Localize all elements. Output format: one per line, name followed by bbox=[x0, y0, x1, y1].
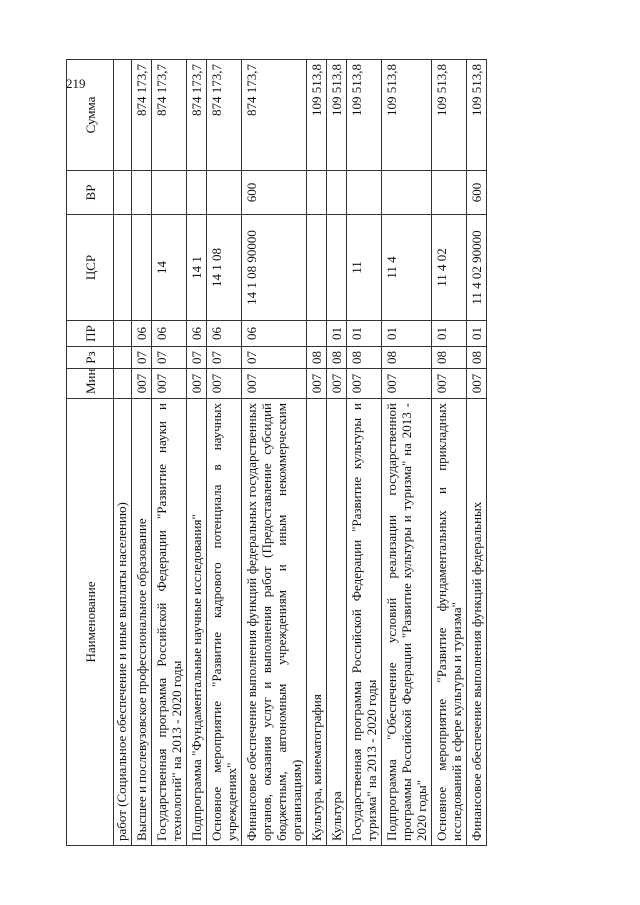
cell-min: 007 bbox=[307, 369, 327, 399]
cell-min: 007 bbox=[347, 369, 382, 399]
table-row bbox=[327, 60, 347, 846]
cell-vr bbox=[382, 171, 432, 215]
cell-name: Основное мероприятие "Развитие кадрового потенциала в научных учреждениях" bbox=[207, 399, 242, 846]
cell-rz: 08 bbox=[467, 347, 487, 369]
cell-name: Государственная программа Российской Федерации "Развитие науки и технологий" на 2013 - 2020 годы bbox=[152, 399, 187, 846]
cell-min bbox=[114, 369, 132, 399]
cell-csr bbox=[327, 215, 347, 321]
cell-csr: 11 4 02 bbox=[432, 215, 467, 321]
table-row bbox=[382, 60, 432, 846]
cell-min: 007 bbox=[242, 369, 307, 399]
cell-rz: 07 bbox=[187, 347, 207, 369]
cell-name: работ (Социальное обеспечение и иные выплаты населению) bbox=[114, 399, 132, 846]
cell-rz: 08 bbox=[307, 347, 327, 369]
cell-csr bbox=[114, 215, 132, 321]
cell-rz: 08 bbox=[432, 347, 467, 369]
cell-rz bbox=[114, 347, 132, 369]
cell-csr: 11 4 02 90000 bbox=[467, 215, 487, 321]
table-header-row bbox=[67, 60, 114, 846]
cell-min: 007 bbox=[327, 369, 347, 399]
table-row bbox=[242, 60, 307, 846]
cell-sum: 874 173,7 bbox=[187, 60, 207, 171]
cell-csr: 14 1 bbox=[187, 215, 207, 321]
cell-rz: 08 bbox=[347, 347, 382, 369]
header-csr: ЦСР bbox=[67, 215, 114, 321]
header-min: Мин bbox=[67, 369, 114, 399]
cell-name: Основное мероприятие "Развитие фундаментальных и прикладных исследований в сфере культуры и туризма" bbox=[432, 399, 467, 846]
cell-rz: 08 bbox=[327, 347, 347, 369]
cell-min: 007 bbox=[432, 369, 467, 399]
cell-rz: 07 bbox=[132, 347, 152, 369]
cell-vr bbox=[114, 171, 132, 215]
cell-sum: 874 173,7 bbox=[152, 60, 187, 171]
cell-pr: 06 bbox=[152, 321, 187, 347]
cell-sum: 109 513,8 bbox=[347, 60, 382, 171]
cell-sum: 109 513,8 bbox=[307, 60, 327, 171]
cell-vr bbox=[347, 171, 382, 215]
cell-pr: 06 bbox=[187, 321, 207, 347]
cell-csr: 11 4 bbox=[382, 215, 432, 321]
cell-pr: 06 bbox=[207, 321, 242, 347]
cell-pr: 01 bbox=[327, 321, 347, 347]
cell-pr bbox=[307, 321, 327, 347]
cell-pr: 01 bbox=[347, 321, 382, 347]
cell-pr: 06 bbox=[132, 321, 152, 347]
cell-vr bbox=[132, 171, 152, 215]
cell-sum bbox=[114, 60, 132, 171]
table-row bbox=[467, 60, 487, 846]
cell-csr bbox=[132, 215, 152, 321]
table-row bbox=[114, 60, 132, 846]
cell-min: 007 bbox=[207, 369, 242, 399]
cell-sum: 109 513,8 bbox=[382, 60, 432, 171]
cell-csr: 14 bbox=[152, 215, 187, 321]
table-row bbox=[307, 60, 327, 846]
cell-vr bbox=[152, 171, 187, 215]
cell-name: Государственная программа Российской Федерации "Развитие культуры и туризма" на 2013 - 2020 годы bbox=[347, 399, 382, 846]
cell-csr: 14 1 08 bbox=[207, 215, 242, 321]
table-row bbox=[432, 60, 467, 846]
cell-name: Финансовое обеспечение выполнения функций федеральных государственных органов, оказания услуг и выполнения работ (Предоставление субсидий бюджетным, автономным учреждениям и иным некоммерческим организациям) bbox=[242, 399, 307, 846]
header-pr: ПР bbox=[67, 321, 114, 347]
cell-min: 007 bbox=[187, 369, 207, 399]
cell-name: Культура, кинематография bbox=[307, 399, 327, 846]
cell-rz: 07 bbox=[242, 347, 307, 369]
cell-pr: 01 bbox=[467, 321, 487, 347]
cell-vr bbox=[207, 171, 242, 215]
budget-table bbox=[66, 59, 487, 846]
table-row bbox=[132, 60, 152, 846]
cell-rz: 07 bbox=[207, 347, 242, 369]
cell-vr: 600 bbox=[467, 171, 487, 215]
cell-sum: 874 173,7 bbox=[242, 60, 307, 171]
cell-vr: 600 bbox=[242, 171, 307, 215]
cell-sum: 874 173,7 bbox=[207, 60, 242, 171]
cell-pr: 06 bbox=[242, 321, 307, 347]
cell-vr bbox=[307, 171, 327, 215]
cell-vr bbox=[327, 171, 347, 215]
cell-rz: 08 bbox=[382, 347, 432, 369]
cell-sum: 109 513,8 bbox=[432, 60, 467, 171]
cell-min: 007 bbox=[132, 369, 152, 399]
cell-sum: 109 513,8 bbox=[327, 60, 347, 171]
cell-sum: 874 173,7 bbox=[132, 60, 152, 171]
cell-name: Высшее и послевузовское профессиональное образование bbox=[132, 399, 152, 846]
cell-vr bbox=[187, 171, 207, 215]
table-row bbox=[152, 60, 187, 846]
cell-name: Подпрограмма "Обеспечение условий реализации государственной программы Российской Федерации "Развитие культуры и туризма" на 2013 - 2020 годы" bbox=[382, 399, 432, 846]
cell-name: Культура bbox=[327, 399, 347, 846]
cell-min: 007 bbox=[467, 369, 487, 399]
header-vr: ВР bbox=[67, 171, 114, 215]
table-row bbox=[347, 60, 382, 846]
cell-name: Подпрограмма "Фундаментальные научные исследования" bbox=[187, 399, 207, 846]
cell-pr bbox=[114, 321, 132, 347]
cell-pr: 01 bbox=[382, 321, 432, 347]
cell-csr: 14 1 08 90000 bbox=[242, 215, 307, 321]
cell-csr bbox=[307, 215, 327, 321]
table-body bbox=[114, 60, 487, 846]
cell-min: 007 bbox=[152, 369, 187, 399]
header-rz: Рз bbox=[67, 347, 114, 369]
table-row bbox=[187, 60, 207, 846]
cell-csr: 11 bbox=[347, 215, 382, 321]
cell-rz: 07 bbox=[152, 347, 187, 369]
header-sum: Сумма bbox=[67, 60, 114, 171]
table-row bbox=[207, 60, 242, 846]
cell-name: Финансовое обеспечение выполнения функций федеральных bbox=[467, 399, 487, 846]
cell-sum: 109 513,8 bbox=[467, 60, 487, 171]
cell-vr bbox=[432, 171, 467, 215]
cell-min: 007 bbox=[382, 369, 432, 399]
page-number: 219 bbox=[66, 76, 86, 91]
header-name: Наименование bbox=[67, 399, 114, 846]
cell-pr: 01 bbox=[432, 321, 467, 347]
rotated-content bbox=[66, 60, 618, 846]
